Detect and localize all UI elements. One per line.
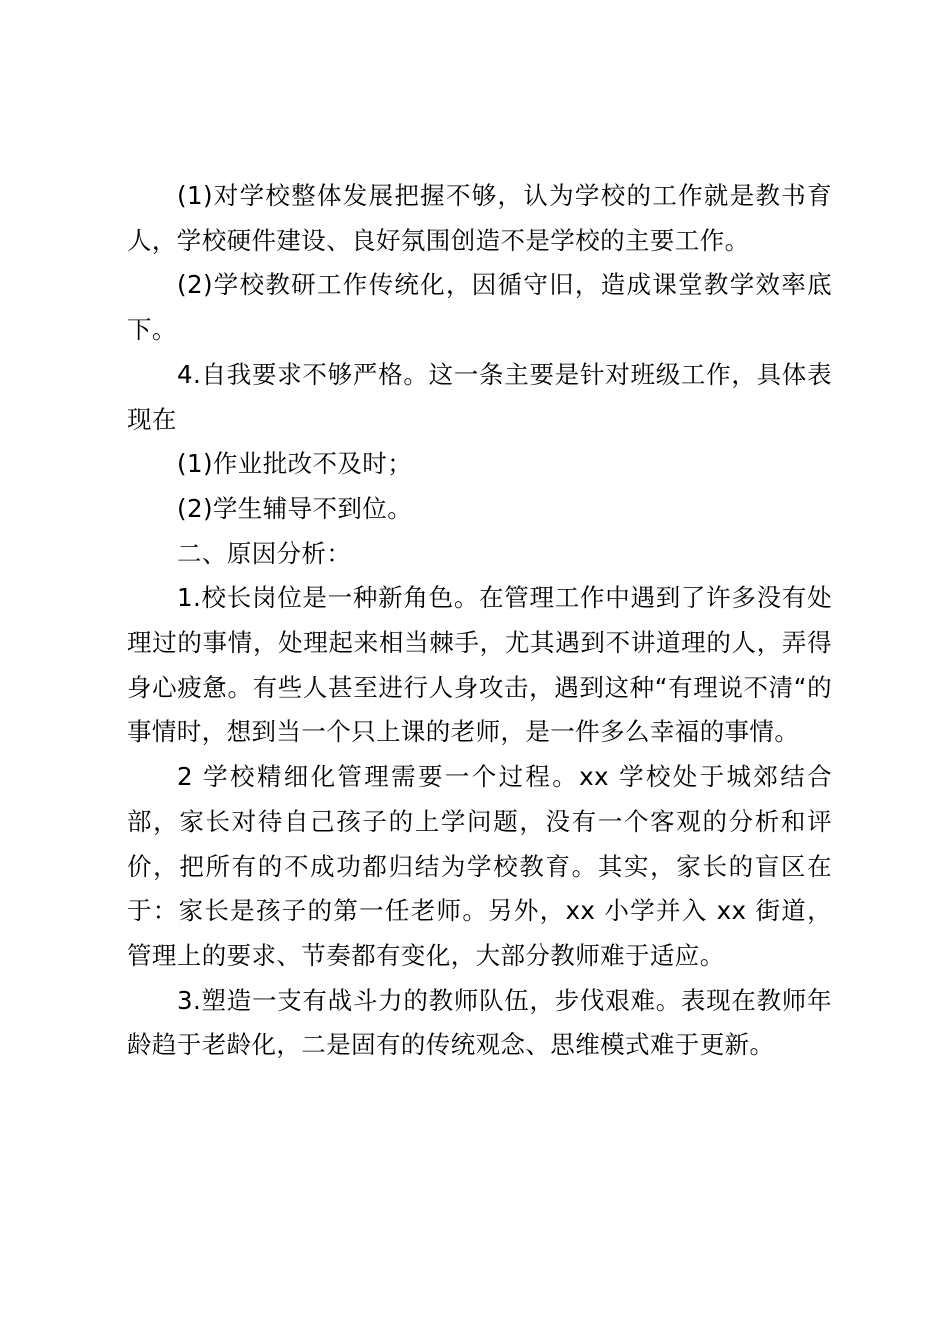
section-heading: 二、原因分析： xyxy=(177,538,352,568)
paragraph-9: 3.塑造一支有战斗力的教师队伍，步伐艰难。表现在教师年龄趋于老龄化，二是固有的传统观念、思维模式难于更新。 xyxy=(127,985,832,1060)
paragraph-5: (2)学生辅导不到位。 xyxy=(177,493,413,523)
paragraph-4: (1)作业批改不及时； xyxy=(177,449,413,479)
paragraph-1: (1)对学校整体发展把握不够，认为学校的工作就是教书育人，学校硬件建设、良好氛围创造不是学校的主要工作。 xyxy=(127,181,832,255)
paragraph-2: (2)学校教研工作传统化，因循守旧，造成课堂教学效率底下。 xyxy=(127,270,832,345)
paragraph-7: 1.校长岗位是一种新角色。在管理工作中遇到了许多没有处理过的事情，处理起来相当棘手，尤其遇到不讲道理的人，弄得身心疲惫。有些人甚至进行人身攻击，遇到这种“有理说不清“的事情时，想到当一个只上课的老师，是一件多么幸福的事情。 xyxy=(127,583,832,747)
paragraph-3: 4.自我要求不够严格。这一条主要是针对班级工作，具体表现在 xyxy=(127,359,832,434)
document-body xyxy=(127,174,832,1068)
paragraph-8: 2 学校精细化管理需要一个过程。xx 学校处于城郊结合部，家长对待自己孩子的上学问题，没有一个客观的分析和评价，把所有的不成功都归结为学校教育。其实，家长的盲区在于：家长是孩子的第一任老师。另外，xx 小学并入 xx 街道，管理上的要求、节奏都有变化，大部分教师难于适应。 xyxy=(127,762,832,970)
